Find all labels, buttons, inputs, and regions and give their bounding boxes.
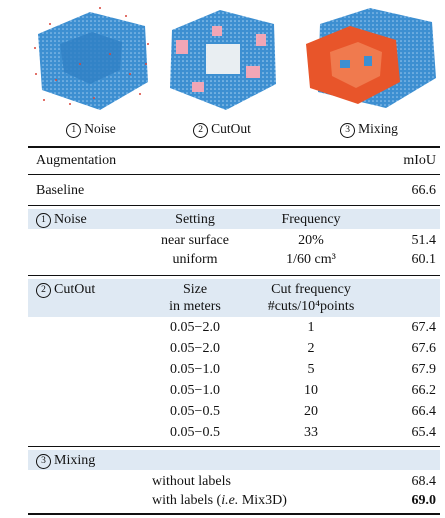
figure-caption-mixing: 3 Mixing: [300, 121, 438, 138]
noise-setting-header: Setting: [175, 212, 215, 227]
cutout-size: 0.05−1.0: [170, 383, 220, 398]
noise-scene-image: [30, 4, 152, 116]
mixing-scene-image: [300, 4, 438, 116]
noise-frequency: 20%: [298, 233, 324, 248]
table-bottom-rule: [28, 513, 440, 515]
cutout-miou: 67.9: [411, 362, 436, 377]
cutout-size: 0.05−0.5: [170, 404, 220, 419]
baseline-rule: [28, 205, 440, 206]
mixing-setting: with labels (i.e. Mix3D): [152, 493, 287, 508]
noise-rule: [28, 275, 440, 276]
figure-caption-noise: 1 Noise: [30, 121, 152, 138]
noise-setting: near surface: [160, 233, 229, 248]
mixing-miou: 68.4: [411, 474, 436, 489]
cutout-frequency: 33: [304, 425, 318, 440]
cutout-scene-image: [162, 4, 282, 116]
cutout-miou: 65.4: [411, 425, 436, 440]
noise-frequency: 1/60 cm³: [286, 252, 336, 267]
cutout-size: 0.05−1.0: [170, 362, 220, 377]
noise-miou: 51.4: [411, 233, 436, 248]
cutout-rule: [28, 446, 440, 447]
cutout-miou: 67.6: [411, 341, 436, 356]
cutout-size: 0.05−2.0: [170, 320, 220, 335]
cutout-miou: 67.4: [411, 320, 436, 335]
noise-frequency-header: Frequency: [281, 212, 341, 227]
cutout-size-header: Size: [182, 282, 208, 297]
cutout-frequency: 1: [307, 320, 315, 335]
noise-section-label: 1 Noise: [36, 212, 87, 228]
mixing-miou-best: 69.0: [411, 493, 436, 508]
cutout-frequency: 5: [307, 362, 315, 377]
figure-strip: [0, 0, 445, 140]
header-miou: mIoU: [403, 153, 436, 168]
cutout-frequency-header-unit: #cuts/10⁴points: [267, 299, 355, 314]
noise-miou: 60.1: [411, 252, 436, 267]
noise-setting: uniform: [172, 252, 218, 267]
table-top-rule: [28, 146, 440, 148]
cutout-size: 0.05−2.0: [170, 341, 220, 356]
cutout-miou: 66.4: [411, 404, 436, 419]
cutout-miou: 66.2: [411, 383, 436, 398]
cutout-frequency: 20: [304, 404, 318, 419]
cutout-size-header-unit: in meters: [169, 299, 221, 314]
baseline-label: Baseline: [36, 183, 85, 198]
figure-caption-cutout: 2 CutOut: [162, 121, 282, 138]
mixing-setting: without labels: [152, 474, 231, 489]
baseline-miou: 66.6: [411, 183, 436, 198]
cutout-section-label: 2 CutOut: [36, 282, 95, 298]
cutout-frequency: 2: [307, 341, 315, 356]
cutout-size: 0.05−0.5: [170, 425, 220, 440]
mixing-section-label: 3 Mixing: [36, 453, 95, 469]
cutout-frequency: 10: [304, 383, 318, 398]
header-augmentation: Augmentation: [36, 153, 117, 168]
cutout-frequency-header: Cut frequency: [271, 282, 351, 297]
header-rule: [28, 174, 440, 175]
